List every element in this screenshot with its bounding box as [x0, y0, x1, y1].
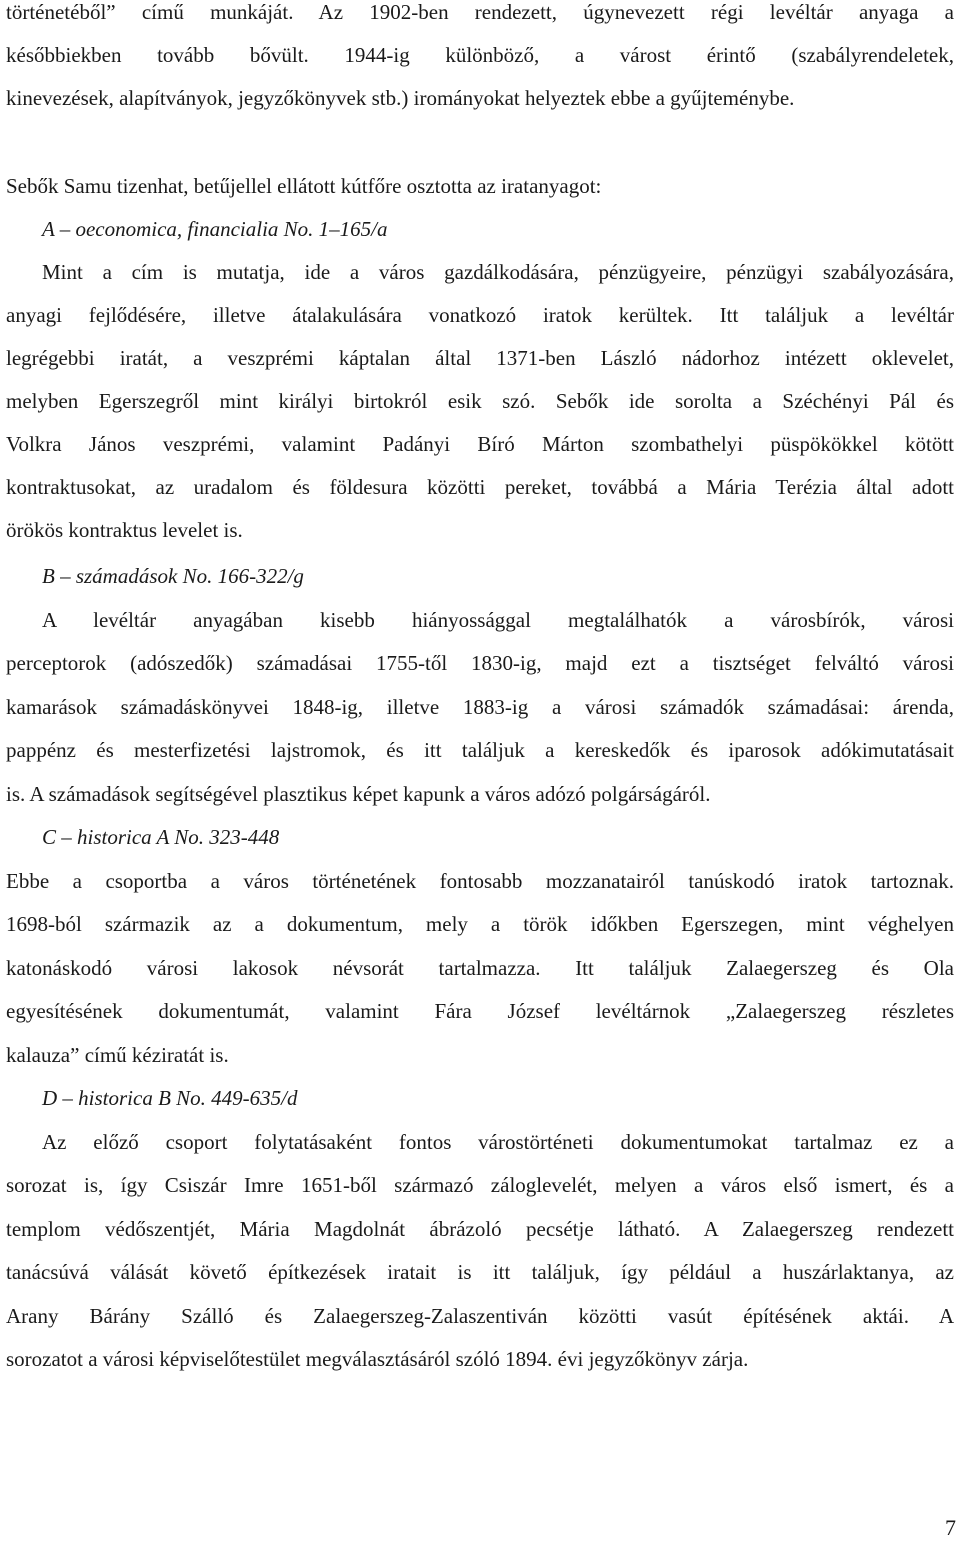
text-line: melyben Egerszegről mint királyi birtokról esik szó. Sebők ide sorolta a Széchényi Pál és [6, 389, 954, 413]
text-line: tanácsúvá válását követő építkezések iratait is itt találjuk, így például a huszárlaktanya, az [6, 1260, 954, 1284]
text-line: A levéltár anyagában kisebb hiányossággal megtalálhatók a városbírók, városi [42, 608, 954, 632]
section-heading-a: A – oeconomica, financialia No. 1–165/a [42, 217, 388, 241]
text-line: sorozatot a városi képviselőtestület megválasztásáról szóló 1894. évi jegyzőkönyv zárja. [6, 1347, 749, 1371]
text-line: kalauza” című kéziratát is. [6, 1043, 229, 1067]
text-line: Ebbe a csoportba a város történetének fontosabb mozzanatairól tanúskodó iratok tartoznak. [6, 869, 954, 893]
text-line: sorozat is, így Csiszár Imre 1651-ből származó záloglevelét, melyen a város első ismert, és a [6, 1173, 954, 1197]
text-line: történetéből” című munkáját. Az 1902-ben rendezett, úgynevezett régi levéltár anyaga a [6, 0, 954, 24]
text-line: perceptorok (adószedők) számadásai 1755-től 1830-ig, majd ezt a tisztséget felváltó városi [6, 651, 954, 675]
text-line: anyagi fejlődésére, illetve átalakulására vonatkozó iratok kerültek. Itt találjuk a levéltár [6, 303, 954, 327]
text-line: Sebők Samu tizenhat, betűjellel ellátott kútfőre osztotta az iratanyagot: [6, 174, 602, 198]
text-line: Arany Bárány Szálló és Zalaegerszeg-Zalaszentiván közötti vasút építésének aktái. A [6, 1304, 954, 1328]
text-line: is. A számadások segítségével plasztikus képet kapunk a város adózó polgárságáról. [6, 782, 711, 806]
text-line: kamarások számadáskönyvei 1848-ig, illetve 1883-ig a városi számadók számadásai: árenda, [6, 695, 954, 719]
text-line: templom védőszentjét, Mária Magdolnát ábrázoló pecsétje látható. A Zalaegerszeg rendezett [6, 1217, 954, 1241]
text-line: Mint a cím is mutatja, ide a város gazdálkodására, pénzügyeire, pénzügyi szabályozására, [42, 260, 954, 284]
text-line: kontraktusokat, az uradalom és földesura közötti pereket, továbbá a Mária Terézia által adott [6, 475, 954, 499]
section-heading-d: D – historica B No. 449-635/d [42, 1086, 298, 1110]
text-line: örökös kontraktus levelet is. [6, 518, 243, 542]
text-line: Az előző csoport folytatásaként fontos várostörténeti dokumentumokat tartalmaz ez a [42, 1130, 954, 1154]
text-line: kinevezések, alapítványok, jegyzőkönyvek stb.) irományokat helyeztek ebbe a gyűjteménybe. [6, 86, 795, 110]
text-line: katonáskodó városi lakosok névsorát tartalmazza. Itt találjuk Zalaegerszeg és Ola [6, 956, 954, 980]
section-heading-c: C – historica A No. 323-448 [42, 825, 280, 849]
text-line: 1698-ból származik az a dokumentum, mely a török időkben Egerszegen, mint véghelyen [6, 912, 954, 936]
text-line: egyesítésének dokumentumát, valamint Fára József levéltárnok „Zalaegerszeg részletes [6, 999, 954, 1023]
text-line: Volkra János veszprémi, valamint Padányi Bíró Márton szombathelyi püspökökkel kötött [6, 432, 954, 456]
text-line: későbbiekben tovább bővült. 1944-ig különböző, a várost érintő (szabályrendeletek, [6, 43, 954, 67]
page-number: 7 [945, 1515, 956, 1540]
text-line: legrégebbi iratát, a veszprémi káptalan által 1371-ben László nádorhoz intézett oklevelet, [6, 346, 954, 370]
text-line: pappénz és mesterfizetési lajstromok, és itt találjuk a kereskedők és iparosok adókimutatásait [6, 738, 954, 762]
section-heading-b: B – számadások No. 166-322/g [42, 564, 304, 588]
